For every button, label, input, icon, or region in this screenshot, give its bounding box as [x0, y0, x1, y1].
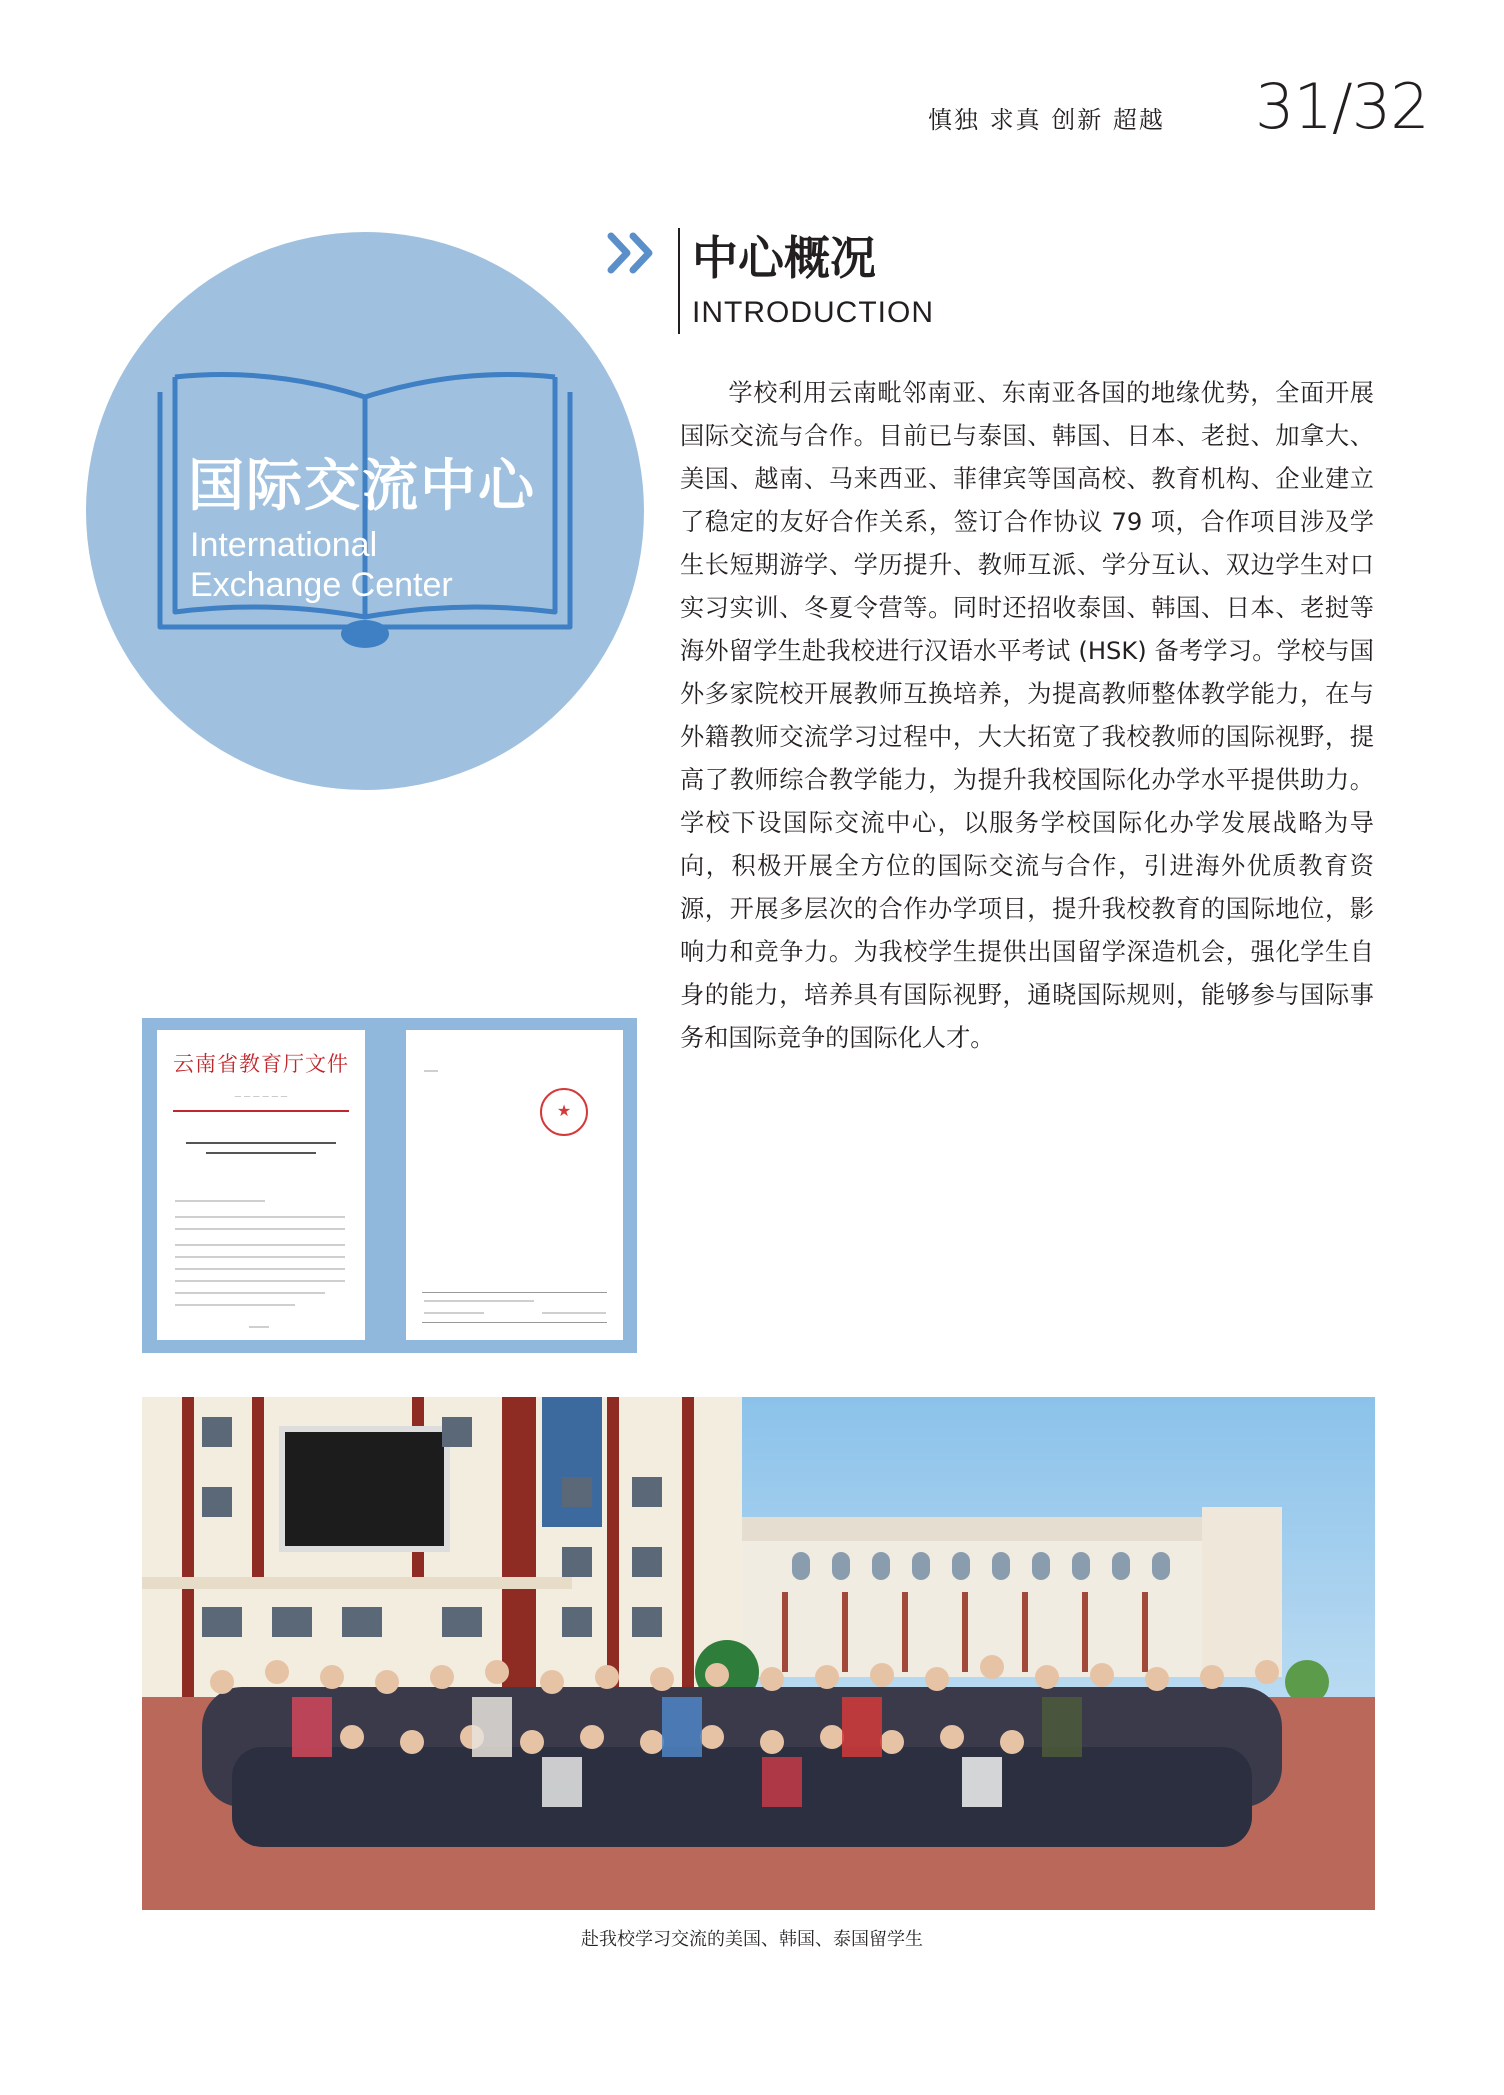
page-number: 31/32	[1255, 70, 1429, 143]
section-title: 中心概况	[692, 231, 876, 285]
document-title	[177, 1138, 345, 1162]
group-photo	[142, 1397, 1375, 1910]
badge-title-en-line1: International	[190, 526, 378, 564]
official-document-image	[142, 1018, 637, 1353]
document-red-line	[173, 1110, 349, 1112]
badge-title-en-line2: Exchange Center	[190, 566, 453, 604]
heading-divider	[678, 228, 680, 334]
intro-paragraph: 学校利用云南毗邻南亚、东南亚各国的地缘优势，全面开展国际交流与合作。目前已与泰国、韩国、日本、老挝、加拿大、美国、越南、马来西亚、菲律宾等国高校、教育机构、企业建立了稳定的友好合作关系，签订合作协议 79 项，合作项目涉及学生长短期游学、学历提升、教师互派、学分互认、双边学生对口实习实训、冬夏令营等。同时还招收泰国、韩国、日本、老挝等海外留学生赴我校进行汉语水平考试 (HSK) 备考学习。学校与国外多家院校开展教师互换培养，为提高教师整体教学能力，在与外籍教师交流学习过程中，大大拓宽了我校教师的国际视野，提高了教师综合教学能力，为提升我校国际化办学水平提供助力。学校下设国际交流中心，以服务学校国际化办学发展战略为导向，积极开展全方位的国际交流与合作，引进海外优质教育资源，开展多层次的合作办学项目，提升我校教育的国际地位，影响力和竞争力。为我校学生提供出国留学深造机会，强化学生自身的能力，培养具有国际视野，通晓国际规则，能够参与国际事务和国际竞争的国际化人才。	[680, 379, 1374, 1052]
document-page-1	[157, 1030, 365, 1340]
document-header: 云南省教育厅文件	[173, 1052, 349, 1076]
school-motto: 慎独 求真 创新 超越	[928, 106, 1165, 134]
photo-caption: 赴我校学习交流的美国、韩国、泰国留学生	[581, 1929, 923, 1950]
double-chevron-icon	[607, 230, 659, 276]
badge-title-cn: 国际交流中心	[188, 454, 536, 519]
document-page-2	[406, 1030, 623, 1340]
campus-group-photo	[142, 1397, 1375, 1910]
official-seal	[540, 1088, 588, 1136]
document-number: — — — — — —	[234, 1092, 288, 1100]
badge-title-en	[190, 525, 453, 605]
center-badge	[86, 232, 644, 790]
section-subtitle: INTRODUCTION	[692, 296, 934, 329]
